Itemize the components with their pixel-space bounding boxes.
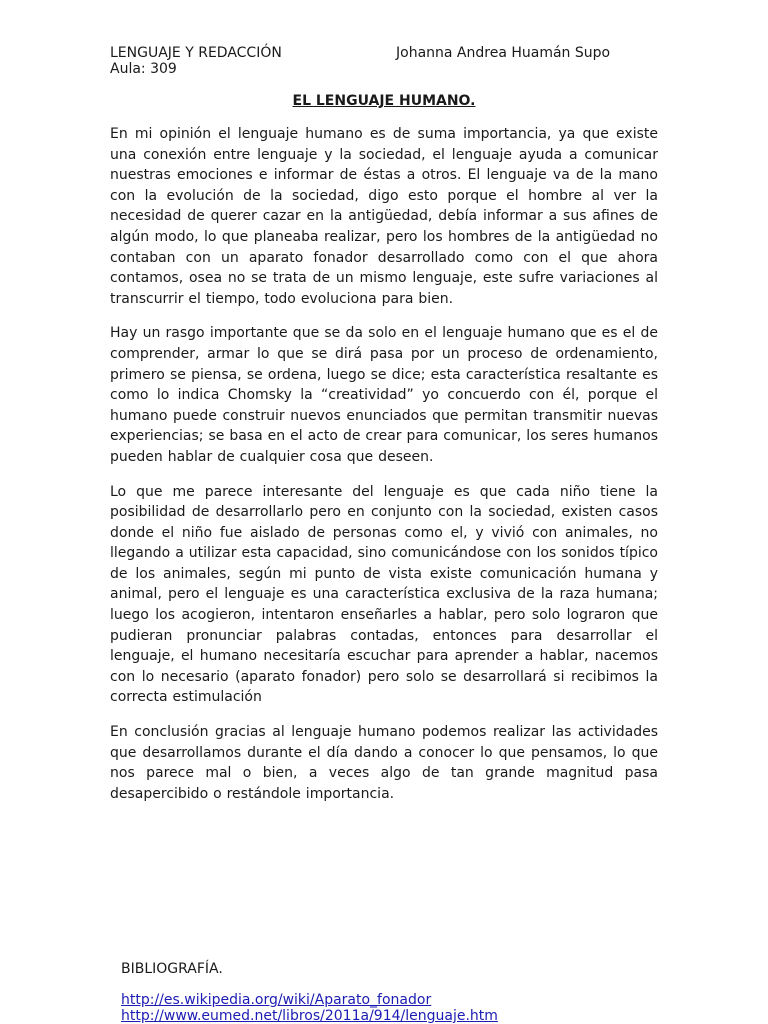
- document-title: EL LENGUAJE HUMANO.: [292, 93, 476, 109]
- paragraph-4: En conclusión gracias al lenguaje humano podemos realizar las actividades que desarrollamos durante el día dando a conocer lo que pensamos, lo que nos parece mal o bien, a veces algo de tan grande magnitud pasa desapercibido o restándole importancia.: [110, 724, 658, 802]
- course-name: LENGUAJE Y REDACCIÓN: [110, 45, 282, 61]
- document-body: [110, 124, 658, 818]
- bibliography-heading: BIBLIOGRAFÍA.: [121, 961, 223, 977]
- bibliography: [121, 960, 681, 1024]
- paragraph-2: Hay un rasgo importante que se da solo en el lenguaje humano que es el de comprender, armar lo que se dirá pasa por un proceso de ordenamiento, primero se piensa, se ordena, luego se dice; esta característica resaltante es como lo indica Chomsky la “creatividad” yo concuerdo con él, porque el humano puede construir nuevos enunciados que permitan transmitir nuevas experiencias; se basa en el acto de crear para comunicar, los seres humanos pueden hablar de cualquier cosa que deseen.: [110, 325, 658, 465]
- bibliography-link-wikipedia[interactable]: http://es.wikipedia.org/wiki/Aparato_fonador: [121, 992, 432, 1008]
- bibliography-link-eumed[interactable]: http://www.eumed.net/libros/2011a/914/lenguaje.htm: [121, 1008, 498, 1024]
- classroom-number: Aula: 309: [110, 61, 177, 77]
- paragraph-3: Lo que me parece interesante del lenguaje es que cada niño tiene la posibilidad de desarrollarlo pero en conjunto con la sociedad, existen casos donde el niño fue aislado de personas como el, y vivió con animales, no llegando a utilizar esta capacidad, sino comunicándose con los sonidos típico de los animales, según mi punto de vista existe comunicación humana y animal, pero el lenguaje es una característica exclusiva de la raza humana; luego los acogieron, intentaron enseñarles a hablar, pero solo lograron que pudieran pronunciar palabras contadas, entonces para desarrollar el lenguaje, el humano necesitaría escuchar para aprender a hablar, nacemos con lo necesario (aparato fonador) pero solo se desarrollará si recibimos la correcta estimulación: [110, 483, 658, 706]
- paragraph-1: En mi opinión el lenguaje humano es de suma importancia, ya que existe una conexión entre lenguaje y la sociedad, el lenguaje ayuda a comunicar nuestras emociones e informar de éstas a otros. El lenguaje va de la mano con la evolución de la sociedad, digo esto porque el hombre al ver la necesidad de querer cazar en la antigüedad, debía informar a sus afines de algún modo, lo que planeaba realizar, pero los hombres de la antigüedad no contaban con un aparato fonador desarrollado como con el que ahora contamos, osea no se trata de un mismo lenguaje, este sufre variaciones al transcurrir el tiempo, todo evoluciona para bien.: [110, 126, 658, 307]
- author-name: Johanna Andrea Huamán Supo: [396, 45, 611, 61]
